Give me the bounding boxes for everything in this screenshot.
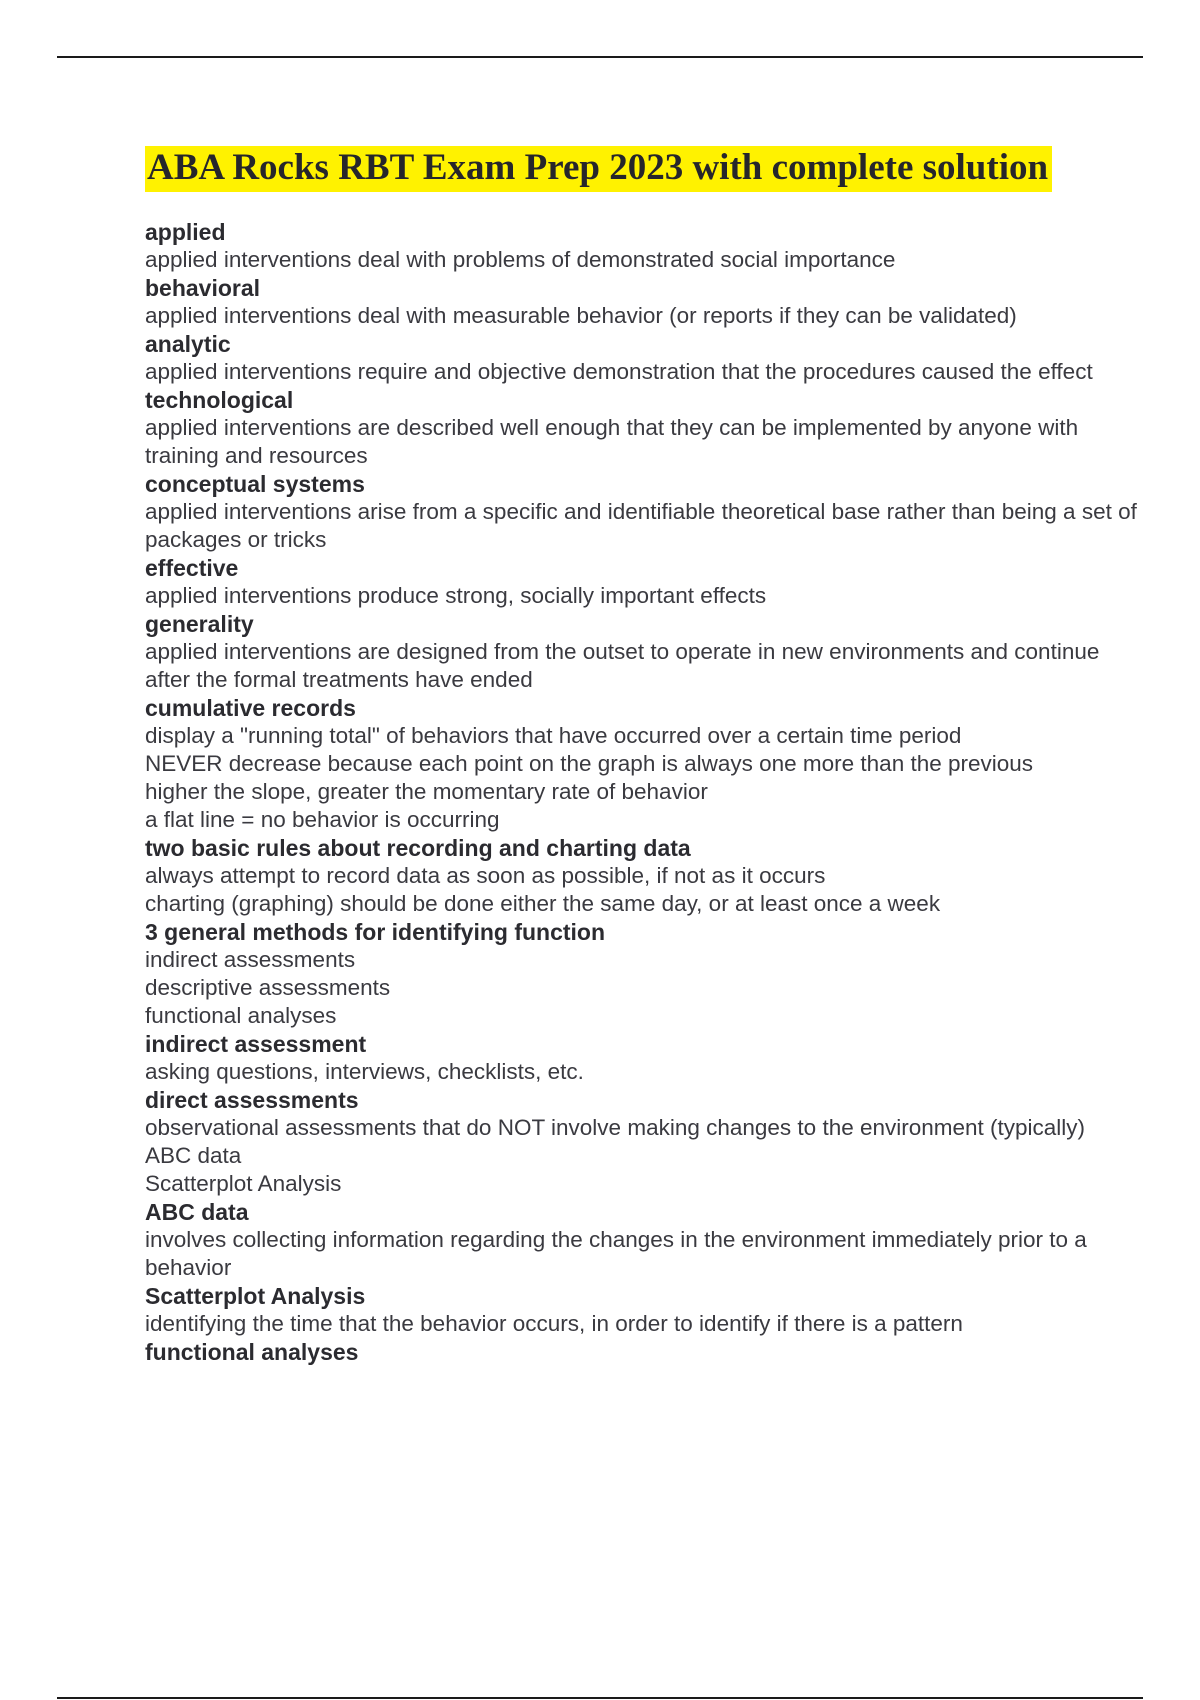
definition-line: applied interventions produce strong, socially important effects [145, 583, 767, 608]
definition-line: applied interventions require and objective demonstration that the procedures caused the effect [145, 359, 1093, 384]
term-heading: two basic rules about recording and charting data [145, 835, 691, 861]
definition-line: identifying the time that the behavior occurs, in order to identify if there is a pattern [145, 1311, 963, 1336]
term-heading: applied [145, 219, 226, 245]
definition-line: applied interventions deal with measurable behavior (or reports if they can be validated) [145, 303, 1017, 328]
document-body [145, 146, 1145, 1366]
flashcard-entry [145, 610, 1145, 694]
definition-line: higher the slope, greater the momentary rate of behavior [145, 779, 708, 804]
definition-line: always attempt to record data as soon as possible, if not as it occurs [145, 863, 826, 888]
definition-line: applied interventions are designed from the outset to operate in new environments and continue after the formal treatments have ended [145, 639, 1100, 692]
flashcard-entry [145, 1198, 1145, 1282]
definition-line: functional analyses [145, 1003, 337, 1028]
term-heading: conceptual systems [145, 471, 365, 497]
definition-line: Scatterplot Analysis [145, 1171, 342, 1196]
term-heading: Scatterplot Analysis [145, 1283, 366, 1309]
flashcard-entry [145, 218, 1145, 274]
definition-line: NEVER decrease because each point on the graph is always one more than the previous [145, 751, 1034, 776]
term-heading: direct assessments [145, 1087, 359, 1113]
definition-line: asking questions, interviews, checklists, etc. [145, 1059, 584, 1084]
term-heading: generality [145, 611, 254, 637]
definition-line: descriptive assessments [145, 975, 391, 1000]
term-heading: indirect assessment [145, 1031, 367, 1057]
flashcard-entry [145, 1030, 1145, 1086]
term-heading: effective [145, 555, 239, 581]
flashcard-entry [145, 1086, 1145, 1198]
flashcard-entry [145, 1282, 1145, 1338]
definition-line: a flat line = no behavior is occurring [145, 807, 500, 832]
term-heading: behavioral [145, 275, 261, 301]
flashcard-entry [145, 554, 1145, 610]
flashcard-entry [145, 694, 1145, 834]
flashcard-entry [145, 330, 1145, 386]
definition-line: observational assessments that do NOT involve making changes to the environment (typically) [145, 1115, 1086, 1140]
term-heading: functional analyses [145, 1339, 359, 1365]
flashcard-entry [145, 918, 1145, 1030]
term-heading: cumulative records [145, 695, 356, 721]
bottom-rule [57, 1697, 1143, 1699]
flashcard-entry [145, 470, 1145, 554]
top-rule [57, 56, 1143, 58]
flashcard-list [145, 218, 1145, 1366]
definition-line: applied interventions arise from a specific and identifiable theoretical base rather than being a set of packages or tricks [145, 499, 1137, 552]
definition-line: applied interventions are described well enough that they can be implemented by anyone with training and resources [145, 415, 1079, 468]
flashcard-entry [145, 274, 1145, 330]
flashcard-entry [145, 1338, 1145, 1366]
flashcard-entry [145, 834, 1145, 918]
definition-line: involves collecting information regarding the changes in the environment immediately prior to a behavior [145, 1227, 1087, 1280]
definition-line: charting (graphing) should be done either the same day, or at least once a week [145, 891, 941, 916]
definition-line: display a "running total" of behaviors that have occurred over a certain time period [145, 723, 962, 748]
term-heading: 3 general methods for identifying function [145, 919, 606, 945]
term-heading: technological [145, 387, 294, 413]
flashcard-entry [145, 386, 1145, 470]
term-heading: analytic [145, 331, 231, 357]
document-title: ABA Rocks RBT Exam Prep 2023 with complete solution [145, 146, 1052, 192]
term-heading: ABC data [145, 1199, 249, 1225]
definition-line: applied interventions deal with problems of demonstrated social importance [145, 247, 896, 272]
definition-line: indirect assessments [145, 947, 356, 972]
definition-line: ABC data [145, 1143, 242, 1168]
